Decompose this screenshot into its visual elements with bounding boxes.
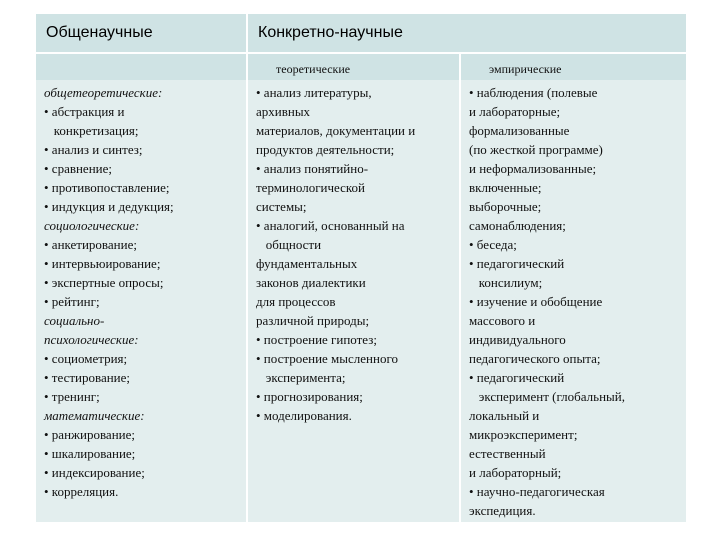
- empirical-method-line: включенные;: [469, 180, 542, 195]
- theoretical-method-line: • построение гипотез;: [256, 332, 377, 347]
- general-method-line: • тренинг;: [44, 389, 100, 404]
- general-method-line: • абстракция и: [44, 104, 125, 119]
- empirical-method-line: • педагогический: [469, 370, 565, 385]
- theoretical-method-line: • анализ литературы,: [256, 85, 372, 100]
- general-method-line: • противопоставление;: [44, 180, 170, 195]
- theoretical-method-line: • моделирования.: [256, 408, 352, 423]
- general-method-line: социально-: [44, 313, 105, 328]
- empirical-method-line: • научно-педагогическая: [469, 484, 605, 499]
- empirical-method-line: выборочные;: [469, 199, 542, 214]
- theoretical-method-line: материалов, документации и: [256, 123, 416, 138]
- empirical-method-line: естественный: [469, 446, 546, 461]
- empirical-method-line: самонаблюдения;: [469, 218, 566, 233]
- empirical-method-line: • педагогический: [469, 256, 565, 271]
- empirical-method-line: • наблюдения (полевые: [469, 85, 598, 100]
- empirical-method-line: эксперимент (глобальный,: [469, 389, 625, 404]
- theoretical-method-line: архивных: [256, 104, 311, 119]
- empirical-method-line: • беседа;: [469, 237, 517, 252]
- general-method-line: конкретизация;: [44, 123, 139, 138]
- theoretical-method-line: различной природы;: [256, 313, 370, 328]
- empirical-method-line: (по жесткой программе): [469, 142, 603, 157]
- theoretical-method-line: эксперимента;: [256, 370, 346, 385]
- theoretical-method-line: для процессов: [256, 294, 336, 309]
- theoretical-method-line: законов диалектики: [256, 275, 366, 290]
- general-method-line: • интервьюирование;: [44, 256, 161, 271]
- theoretical-method-line: • аналогий, основанный на: [256, 218, 405, 233]
- general-methods-cell: [36, 80, 248, 522]
- subheader-theoretical: теоретические: [276, 62, 351, 76]
- general-method-line: • рейтинг;: [44, 294, 100, 309]
- general-methods-list: [44, 83, 174, 501]
- general-method-line: • индексирование;: [44, 465, 145, 480]
- general-method-line: психологические:: [44, 332, 139, 347]
- subheader-empirical: эмпирические: [489, 62, 562, 76]
- empirical-method-line: индивидуального: [469, 332, 566, 347]
- theoretical-method-line: • прогнозирования;: [256, 389, 363, 404]
- subheader-empty: [36, 54, 248, 80]
- general-method-line: • ранжирование;: [44, 427, 135, 442]
- general-method-line: • корреляция.: [44, 484, 119, 499]
- general-method-line: • тестирование;: [44, 370, 131, 385]
- header-specific-cell: [248, 14, 686, 54]
- empirical-method-line: педагогического опыта;: [469, 351, 601, 366]
- empirical-method-line: формализованные: [469, 123, 570, 138]
- empirical-methods-cell: [461, 80, 686, 522]
- theoretical-method-line: продуктов деятельности;: [256, 142, 395, 157]
- theoretical-method-line: • анализ понятийно-: [256, 161, 369, 176]
- subheader-theoretical-cell: [248, 54, 461, 80]
- theoretical-method-line: фундаментальных: [256, 256, 358, 271]
- theoretical-methods-list: [256, 83, 415, 425]
- theoretical-method-line: общности: [256, 237, 322, 252]
- general-method-line: • анализ и синтез;: [44, 142, 143, 157]
- header-general-cell: [36, 14, 248, 54]
- empirical-method-line: консилиум;: [469, 275, 543, 290]
- general-method-line: • анкетирование;: [44, 237, 137, 252]
- general-method-line: • индукция и дедукция;: [44, 199, 174, 214]
- general-method-line: математические:: [44, 408, 145, 423]
- general-method-line: • социометрия;: [44, 351, 128, 366]
- general-method-line: • сравнение;: [44, 161, 113, 176]
- empirical-method-line: и лабораторные;: [469, 104, 561, 119]
- general-method-line: социологические:: [44, 218, 140, 233]
- header-general: Общенаучные: [46, 24, 153, 41]
- empirical-method-line: массового и: [469, 313, 536, 328]
- theoretical-method-line: терминологической: [256, 180, 366, 195]
- general-method-line: • экспертные опросы;: [44, 275, 164, 290]
- theoretical-method-line: системы;: [256, 199, 307, 214]
- general-method-line: общетеоретические:: [44, 85, 163, 100]
- empirical-method-line: и лабораторный;: [469, 465, 562, 480]
- header-specific: Конкретно-научные: [258, 24, 403, 41]
- subheader-empirical-cell: [461, 54, 686, 80]
- theoretical-method-line: • построение мысленного: [256, 351, 398, 366]
- empirical-methods-list: [469, 83, 625, 520]
- empirical-method-line: микроэксперимент;: [469, 427, 578, 442]
- general-method-line: • шкалирование;: [44, 446, 136, 461]
- empirical-method-line: экспедиция.: [469, 503, 536, 518]
- empirical-method-line: локальный и: [469, 408, 540, 423]
- empirical-method-line: и неформализованные;: [469, 161, 597, 176]
- empirical-method-line: • изучение и обобщение: [469, 294, 603, 309]
- theoretical-methods-cell: [248, 80, 461, 522]
